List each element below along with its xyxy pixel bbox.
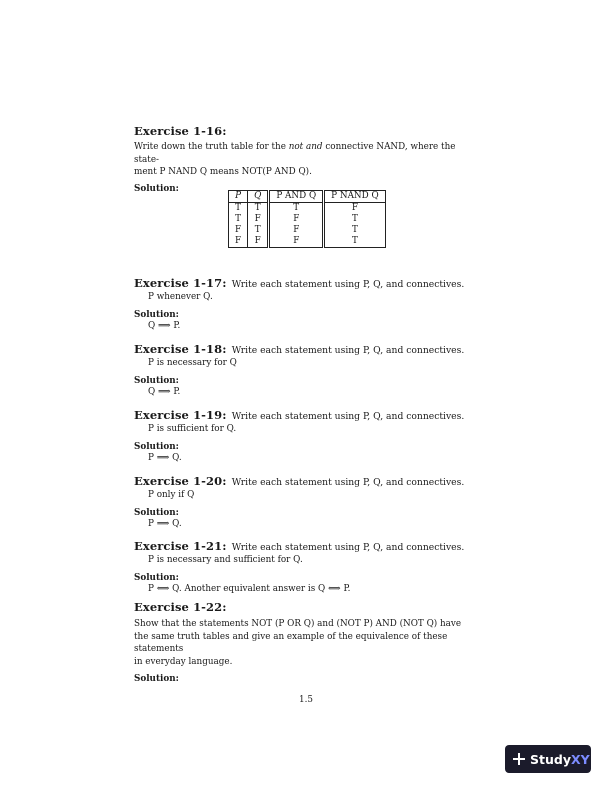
exercise-1-17 (134, 272, 480, 332)
exercise-text: Write down the truth table for the not and connective NAND, where the state- ment P NAND Q means NOT(P AND Q). (134, 142, 456, 177)
exercise-1-18 (134, 338, 480, 398)
table-cell: T (324, 236, 386, 248)
solution-label: Solution: (134, 507, 179, 518)
table-row (229, 225, 386, 236)
exercise-prompt: Write each statement using P, Q, and connectives. (231, 279, 465, 290)
exercise-title: Exercise 1-22: (134, 600, 227, 614)
solution-answer: P ⟹ Q. (148, 452, 182, 463)
table-row (229, 236, 386, 248)
solution-label: Solution: (134, 572, 179, 583)
table-cell: T (269, 203, 324, 215)
exercise-1-22 (134, 600, 480, 684)
truth-table-header (229, 191, 386, 203)
header-cell: P AND Q (269, 191, 324, 203)
exercise-prompt: Write each statement using P, Q, and connectives. (231, 542, 465, 553)
header-cell: P (229, 191, 248, 203)
table-cell: F (248, 236, 269, 248)
table-cell: F (269, 236, 324, 248)
table-cell: F (269, 214, 324, 225)
header-cell: P NAND Q (324, 191, 386, 203)
solution-answer: P ⟹ Q. (148, 518, 182, 529)
solution-label: Solution: (134, 183, 179, 194)
solution-label: Solution: (134, 375, 179, 386)
studyxy-logo[interactable] (505, 745, 591, 773)
exercise-prompt: Write each statement using P, Q, and connectives. (231, 411, 465, 422)
solution-label: Solution: (134, 309, 179, 320)
exercise-prompt: Write each statement using P, Q, and connectives. (231, 345, 465, 356)
solution-answer: Q ⟹ P. (148, 320, 181, 331)
exercise-statement: P is sufficient for Q. (148, 424, 237, 434)
exercise-statement: P whenever Q. (148, 292, 213, 302)
truth-table (228, 190, 386, 248)
table-row (229, 214, 386, 225)
table-cell: F (229, 236, 248, 248)
table-cell: F (248, 214, 269, 225)
logo-text: StudyXY (530, 751, 590, 767)
table-cell: T (229, 203, 248, 215)
exercise-prompt: Write each statement using P, Q, and connectives. (231, 477, 465, 488)
exercise-title: Exercise 1-16: (134, 124, 227, 138)
solution-answer: Q ⟹ P. (148, 386, 181, 397)
exercise-statement: P only if Q (148, 490, 195, 500)
exercise-1-16 (134, 124, 480, 194)
solution-label: Solution: (134, 441, 179, 452)
exercise-1-20 (134, 470, 480, 530)
exercise-1-21 (134, 535, 480, 595)
table-cell: F (269, 225, 324, 236)
logo-text-accent: XY (570, 751, 590, 767)
table-cell: T (324, 214, 386, 225)
exercise-title: Exercise 1-21: (134, 539, 227, 553)
exercise-title: Exercise 1-17: (134, 276, 227, 290)
table-cell: T (229, 214, 248, 225)
table-cell: T (324, 225, 386, 236)
table-cell: T (248, 203, 269, 215)
solution-answer: P ⟺ Q. Another equivalent answer is Q ⟺ P. (148, 583, 351, 594)
header-cell: Q (248, 191, 269, 203)
exercise-title: Exercise 1-18: (134, 342, 227, 356)
page-number: 1.5 (299, 695, 313, 705)
solution-label: Solution: (134, 674, 179, 684)
exercise-1-19 (134, 404, 480, 464)
table-cell: F (324, 203, 386, 215)
exercise-text: Show that the statements NOT (P OR Q) and (NOT P) AND (NOT Q) have the same truth tables and give an example of the equivalence of these statements in everyday language. (134, 619, 462, 667)
exercise-title: Exercise 1-20: (134, 474, 227, 488)
table-cell: F (229, 225, 248, 236)
table-cell: T (248, 225, 269, 236)
table-row (229, 203, 386, 215)
exercise-statement: P is necessary for Q (148, 358, 237, 368)
exercise-title: Exercise 1-19: (134, 408, 227, 422)
plus-icon (513, 753, 525, 765)
exercise-statement: P is necessary and sufficient for Q. (148, 555, 303, 565)
